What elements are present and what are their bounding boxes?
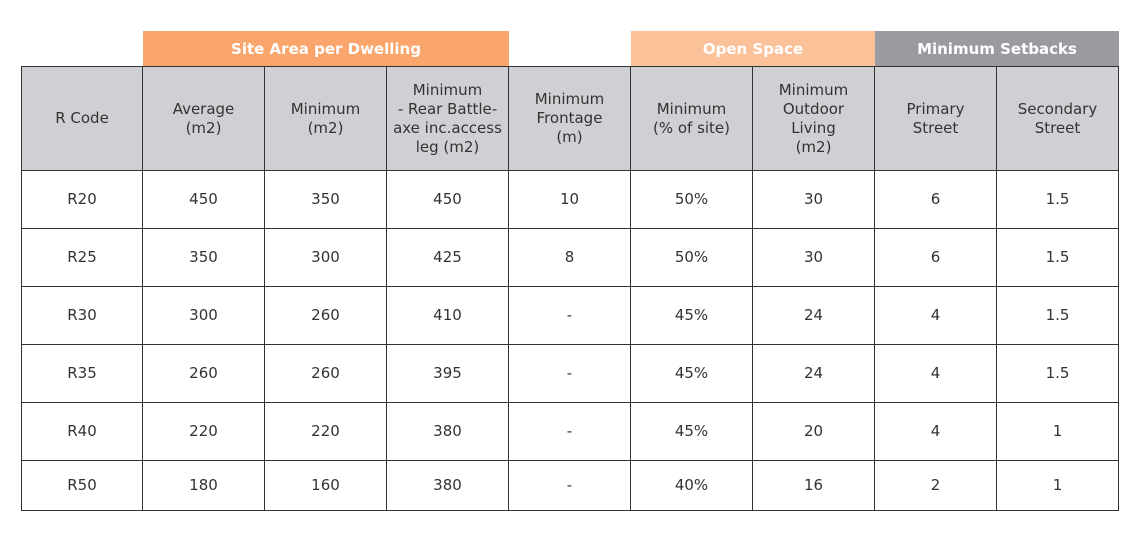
column-header-label: Minimum Frontage (m) <box>534 90 605 146</box>
table-cell: - <box>509 287 631 345</box>
table-cell: 1 <box>997 403 1119 461</box>
table-cell: 220 <box>143 403 265 461</box>
table-cell: 45% <box>631 287 753 345</box>
table-cell: 30 <box>753 229 875 287</box>
table-cell: 30 <box>753 171 875 229</box>
table-cell: 350 <box>265 171 387 229</box>
table-cell: 50% <box>631 171 753 229</box>
table-cell: 6 <box>875 229 997 287</box>
table-cell: 1 <box>997 461 1119 511</box>
table-cell: 1.5 <box>997 171 1119 229</box>
table-cell: 300 <box>143 287 265 345</box>
r-code-table <box>21 31 1119 511</box>
column-header <box>753 67 875 171</box>
table-cell: 300 <box>265 229 387 287</box>
table-cell: 260 <box>265 345 387 403</box>
column-header <box>509 67 631 171</box>
table-cell: - <box>509 403 631 461</box>
table-grid <box>21 66 1119 511</box>
table-cell: 410 <box>387 287 509 345</box>
table-row <box>22 403 1119 461</box>
table-cell: 4 <box>875 287 997 345</box>
table-cell: 180 <box>143 461 265 511</box>
table-row <box>22 171 1119 229</box>
table-cell: 380 <box>387 403 509 461</box>
table-cell: 6 <box>875 171 997 229</box>
table-cell: R20 <box>22 171 143 229</box>
group-header-blank <box>21 31 143 66</box>
column-header-label: Minimum - Rear Battle- axe inc.access leg (m2) <box>393 80 502 156</box>
column-header-label: Minimum (m2) <box>290 99 361 137</box>
table-cell: 350 <box>143 229 265 287</box>
table-cell: 45% <box>631 345 753 403</box>
table-cell: 260 <box>265 287 387 345</box>
group-header-row <box>21 31 1119 66</box>
table-row <box>22 345 1119 403</box>
table-cell: 380 <box>387 461 509 511</box>
table-cell: 24 <box>753 345 875 403</box>
table-cell: R25 <box>22 229 143 287</box>
group-header-site-area: Site Area per Dwelling <box>143 31 509 66</box>
table-cell: 40% <box>631 461 753 511</box>
table-cell: 450 <box>387 171 509 229</box>
table-cell: 450 <box>143 171 265 229</box>
column-header <box>631 67 753 171</box>
table-cell: 1.5 <box>997 345 1119 403</box>
table-row <box>22 287 1119 345</box>
table-cell: 425 <box>387 229 509 287</box>
table-cell: R30 <box>22 287 143 345</box>
table-row <box>22 229 1119 287</box>
table-cell: 45% <box>631 403 753 461</box>
table-cell: R40 <box>22 403 143 461</box>
table-row <box>22 461 1119 511</box>
group-header-blank <box>509 31 631 66</box>
table-cell: 220 <box>265 403 387 461</box>
table-cell: 160 <box>265 461 387 511</box>
group-header-setbacks: Minimum Setbacks <box>875 31 1119 66</box>
column-header <box>997 67 1119 171</box>
table-cell: R50 <box>22 461 143 511</box>
table-cell: 16 <box>753 461 875 511</box>
table-cell: 4 <box>875 345 997 403</box>
table-cell: 20 <box>753 403 875 461</box>
table-cell: 24 <box>753 287 875 345</box>
group-header-open-space: Open Space <box>631 31 875 66</box>
column-header <box>265 67 387 171</box>
table-cell: - <box>509 345 631 403</box>
column-header-label: R Code <box>55 109 109 127</box>
table-cell: R35 <box>22 345 143 403</box>
column-header-row <box>22 67 1119 171</box>
table-cell: 8 <box>509 229 631 287</box>
column-header-label: Average (m2) <box>172 99 235 137</box>
table-cell: 1.5 <box>997 229 1119 287</box>
table-cell: 1.5 <box>997 287 1119 345</box>
table-cell: 10 <box>509 171 631 229</box>
column-header <box>143 67 265 171</box>
table-cell: - <box>509 461 631 511</box>
table-cell: 395 <box>387 345 509 403</box>
column-header <box>875 67 997 171</box>
column-header-label: Minimum Outdoor Living (m2) <box>778 80 849 156</box>
table-cell: 4 <box>875 403 997 461</box>
column-header-label: Primary Street <box>906 99 965 137</box>
table-cell: 2 <box>875 461 997 511</box>
column-header-label: Secondary Street <box>1017 99 1098 137</box>
table-cell: 50% <box>631 229 753 287</box>
column-header <box>22 67 143 171</box>
table-cell: 260 <box>143 345 265 403</box>
column-header-label: Minimum (% of site) <box>652 99 731 137</box>
column-header <box>387 67 509 171</box>
